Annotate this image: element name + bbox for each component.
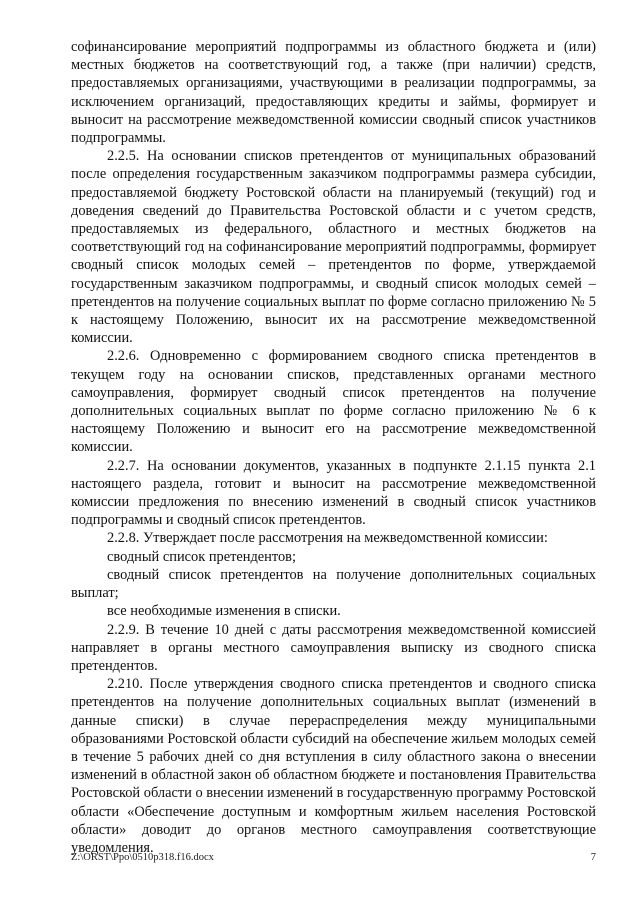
paragraph-2-2-10: 2.210. После утверждения сводного списка претендентов и сводного списка претендентов на получение дополнительных социальных выплат (изменений в данные списки) в случае перераспределения между муниципальными образованиями Ростовской области субсидий на обеспечение жильем молодых семей в течение 5 рабочих дней со дня вступления в силу областного закона о внесении изменений в областной закон об областном бюджете и постановления Правительства Ростовской области о внесении изменений в государственную программу Ростовской области «Обеспечение доступным и комфортным жильем населения Ростовской области» доводит до органов местного самоуправления соответствующие уведомления. bbox=[71, 676, 596, 856]
document-body bbox=[71, 38, 596, 857]
paragraph-2-2-9: 2.2.9. В течение 10 дней с даты рассмотрения межведомственной комиссией направляет в органы местного самоуправления выписку из сводного списка претендентов. bbox=[71, 621, 596, 674]
paragraph-2-2-8: 2.2.8. Утверждает после рассмотрения на межведомственной комиссии: bbox=[107, 530, 548, 547]
list-item-summary-list: сводный список претендентов; bbox=[107, 548, 296, 565]
list-item-changes: все необходимые изменения в списки. bbox=[107, 603, 341, 620]
list-item-additional-payments-list: сводный список претендентов на получение дополнительных социальных выплат; bbox=[71, 566, 596, 602]
paragraph-2-2-5: 2.2.5. На основании списков претендентов от муниципальных образований после определения государственным заказчиком подпрограммы размера субсидии, предоставляемой бюджету Ростовской области на планируемый (текущий) год и доведения сведений до Правительства Ростовской области и с учетом средств, предоставляемых из федерального, областного и местных бюджетов на соответствующий год на софинансирование мероприятий подпрограммы, формирует сводный список молодых семей – претендентов по форме, утверждаемой государственным заказчиком подпрограммы, и сводный список молодых семей – претендентов на получение социальных выплат по форме согласно приложению № 5 к настоящему Положению, выносит их на рассмотрение межведомственной комиссии. bbox=[71, 148, 596, 347]
file-path: Z:\ORST\Ppo\0510p318.f16.docx bbox=[71, 852, 214, 863]
page-number: 7 bbox=[590, 852, 596, 863]
paragraph-continuation: софинансирование мероприятий подпрограммы из областного бюджета и (или) местных бюджетов на соответствующий год, а также (при наличии) средств, предоставляемых организациями, участвующими в реализации подпрограммы, за исключением организаций, предоставляющих кредиты и займы, формирует и выносит на рассмотрение межведомственной комиссии сводный список участников подпрограммы. bbox=[71, 39, 596, 147]
paragraph-2-2-7: 2.2.7. На основании документов, указанных в подпункте 2.1.15 пункта 2.1 настоящего раздела, готовит и выносит на рассмотрение межведомственной комиссии предложения по внесению изменений в сводный список участников подпрограммы и сводный список претендентов. bbox=[71, 457, 596, 529]
paragraph-2-2-6: 2.2.6. Одновременно с формированием сводного списка претендентов в текущем году на основании списков, представленных органами местного самоуправления, формирует сводный список претендентов на получение дополнительных социальных выплат по форме согласно приложению № 6 к настоящему Положению и выносит его на рассмотрение межведомственной комиссии. bbox=[71, 348, 596, 456]
